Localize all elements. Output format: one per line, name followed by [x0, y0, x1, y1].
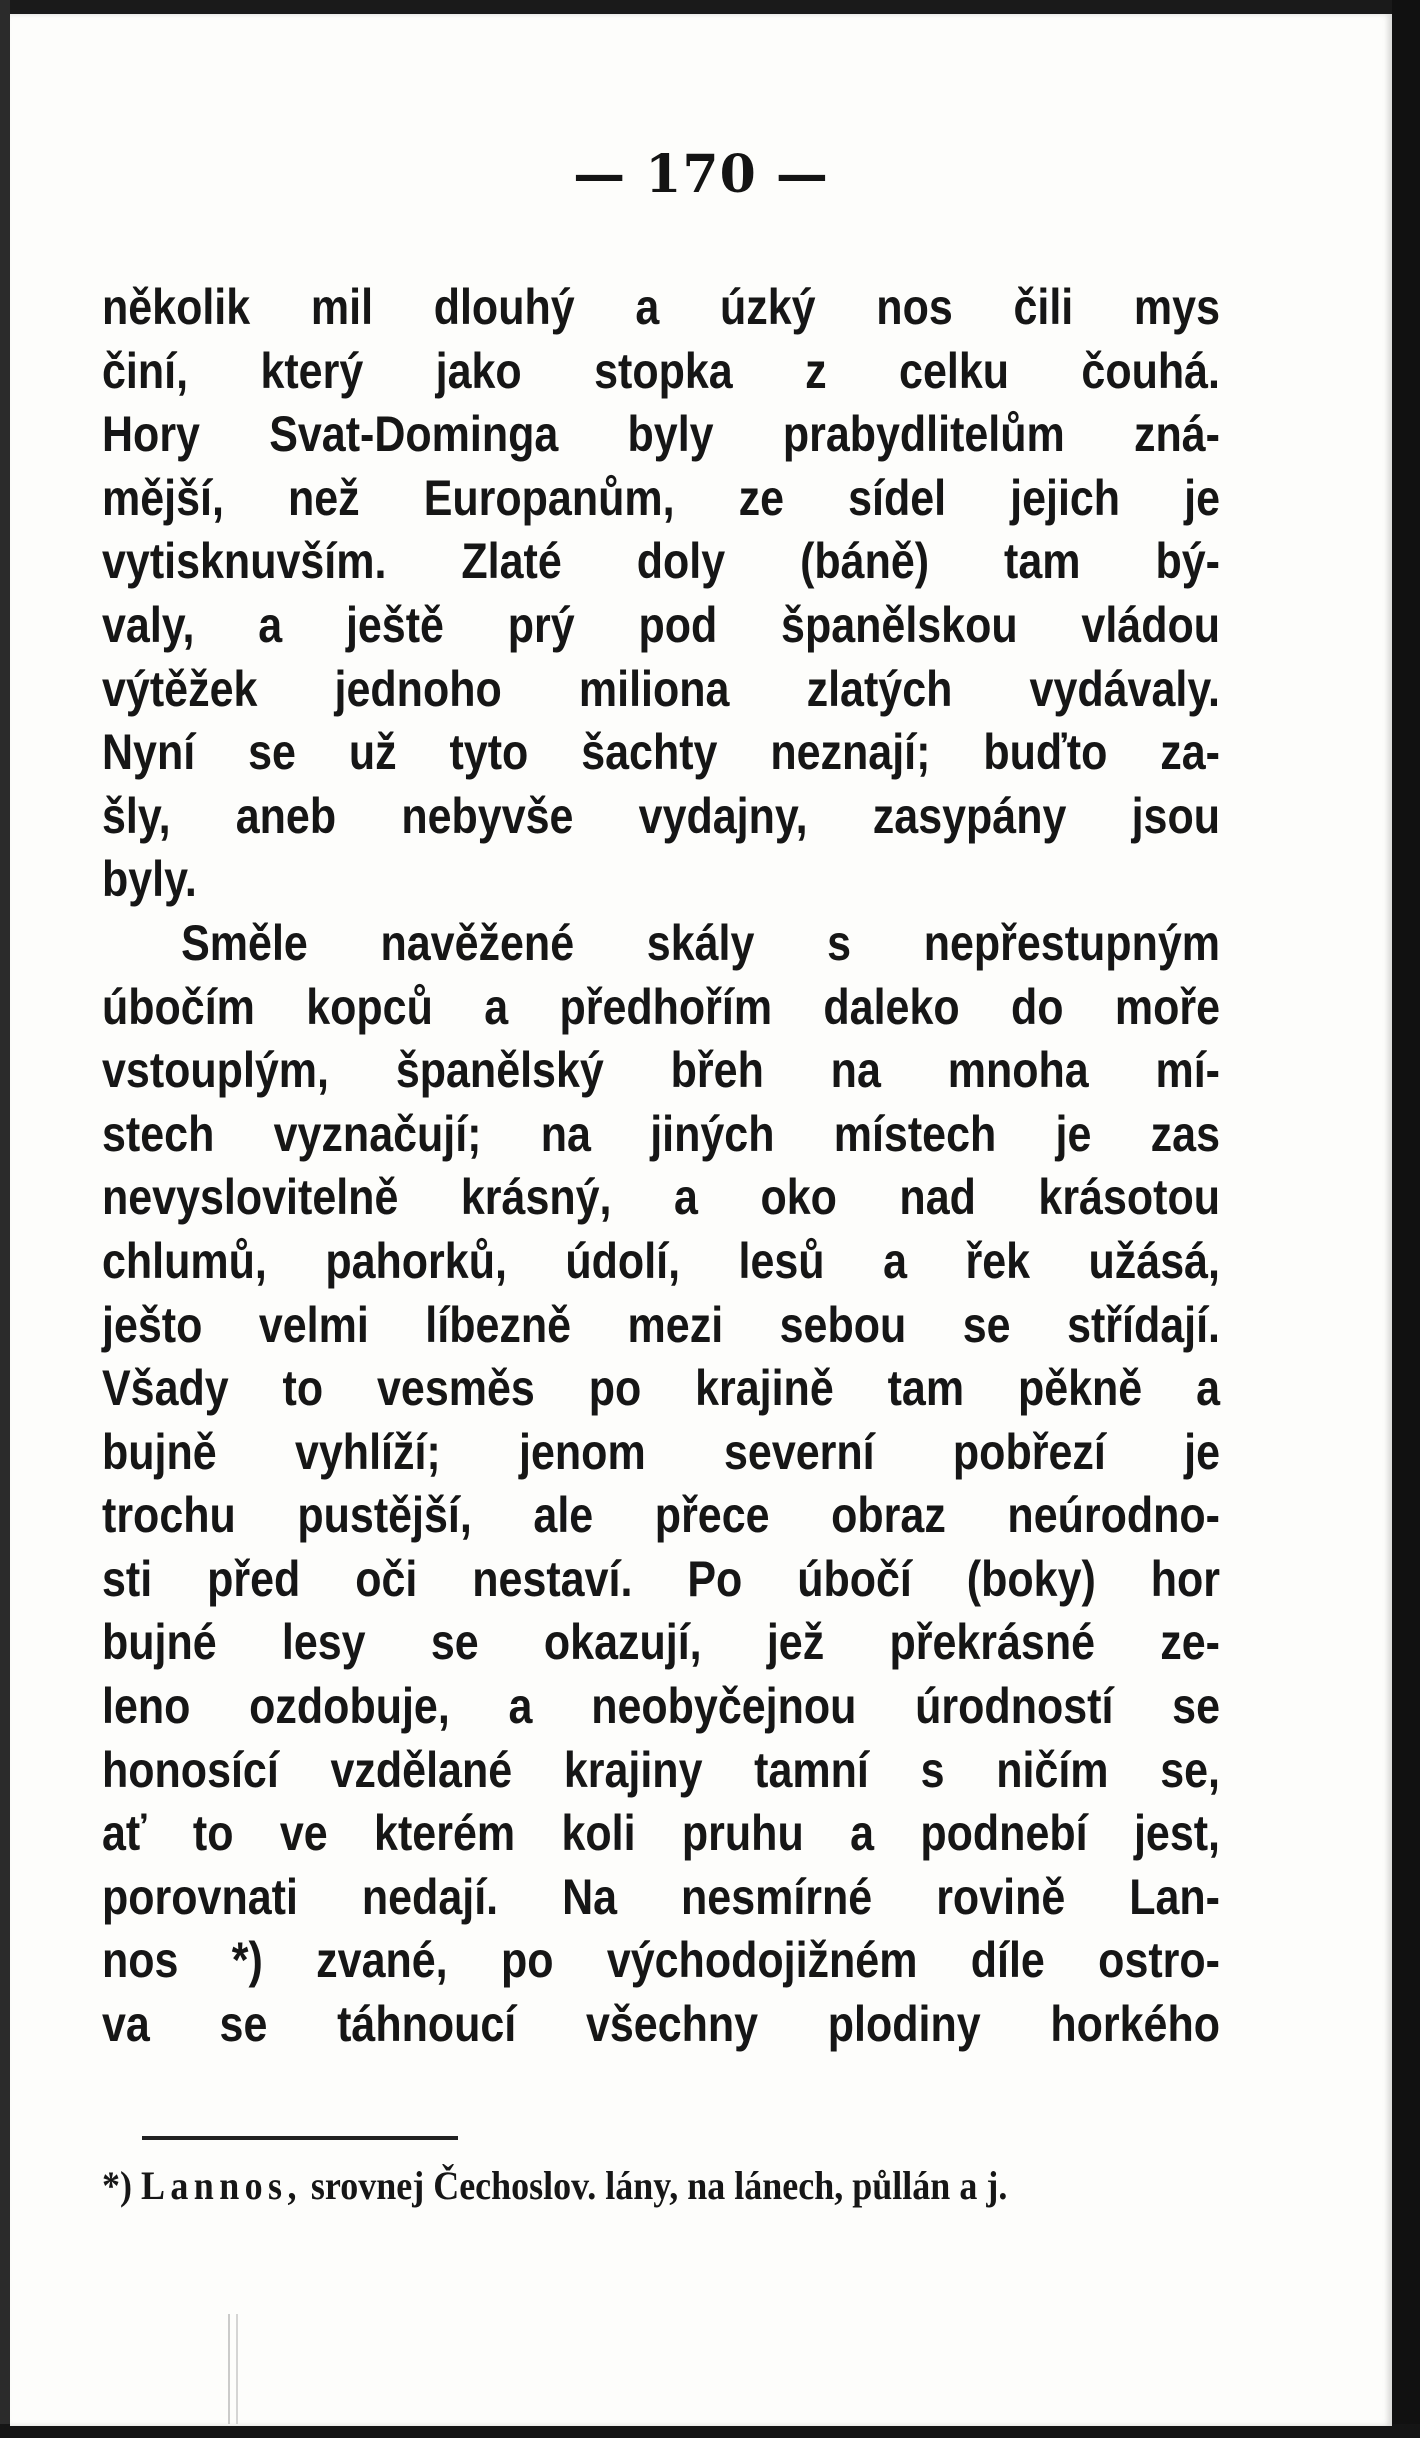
text-line: mější, než Europanům, ze sídel jejich je	[102, 469, 1220, 526]
text-line: vytisknuvším. Zlaté doly (báně) tam bý-	[102, 533, 1220, 590]
text-line: honosící vzdělané krajiny tamní s ničím se,	[102, 1741, 1220, 1798]
text-line: byly.	[102, 851, 197, 908]
text-line-paragraph-start: Směle navěžené skály s nepřestupným	[181, 914, 1220, 971]
footnote-divider	[142, 2136, 458, 2140]
scan-bottom-edge	[0, 2424, 1420, 2438]
text-line: nos *) zvané, po východojižném díle ostro-	[102, 1932, 1220, 1989]
text-line: bujně vyhlíží; jenom severní pobřezí je	[102, 1423, 1220, 1480]
text-line: úbočím kopců a předhořím daleko do moře	[102, 978, 1220, 1035]
text-line: sti před oči nestaví. Po úbočí (boky) hor	[102, 1550, 1220, 1607]
text-line: stech vyznačují; na jiných místech je zas	[102, 1105, 1220, 1162]
page-number: — 170 —	[573, 144, 829, 205]
text-line: va se táhnoucí všechny plodiny horkého	[102, 1996, 1220, 2053]
text-line: šly, aneb nebyvše vydajny, zasypány jsou	[102, 787, 1220, 844]
text-line: chlumů, pahorků, údolí, lesů a řek užásá,	[102, 1232, 1220, 1289]
text-line: trochu pustější, ale přece obraz neúrodno-	[102, 1487, 1220, 1544]
footnote-text: srovnej Čechoslov. lány, na lánech, půllán a j.	[301, 2163, 1008, 2208]
footnote	[102, 2162, 1119, 2209]
text-line: činí, který jako stopka z celku čouhá.	[102, 342, 1220, 399]
text-line: porovnati nedají. Na nesmírné rovině Lan-	[102, 1868, 1220, 1925]
text-line: nevyslovitelně krásný, a oko nad krásotou	[102, 1169, 1220, 1226]
text-line: Všady to vesměs po krajině tam pěkně a	[102, 1360, 1220, 1417]
scan-mark	[228, 2314, 238, 2424]
text-line: bujné lesy se okazují, jež překrásné ze-	[102, 1614, 1220, 1671]
footnote-term: Lannos,	[140, 2163, 302, 2208]
scan-left-edge	[0, 0, 10, 2438]
text-line: ať to ve kterém koli pruhu a podnebí jest,	[102, 1805, 1220, 1862]
scan-right-edge	[1392, 0, 1420, 2438]
book-page	[10, 14, 1392, 2426]
text-line: Nyní se už tyto šachty neznají; buďto za-	[102, 724, 1220, 781]
text-line: vstouplým, španělský břeh na mnoha mí-	[102, 1042, 1220, 1099]
text-line: Hory Svat-Dominga byly prabydlitelům zná-	[102, 406, 1220, 463]
text-line: výtěžek jednoho miliona zlatých vydávaly.	[102, 660, 1220, 717]
text-line: valy, a ještě prý pod španělskou vládou	[102, 596, 1220, 653]
text-line: leno ozdobuje, a neobyčejnou úrodností se	[102, 1678, 1220, 1735]
text-line: ješto velmi líbezně mezi sebou se střídají.	[102, 1296, 1220, 1353]
text-line: několik mil dlouhý a úzký nos čili mys	[102, 279, 1220, 335]
body-text	[102, 276, 1220, 2057]
footnote-marker: *)	[102, 2163, 141, 2208]
